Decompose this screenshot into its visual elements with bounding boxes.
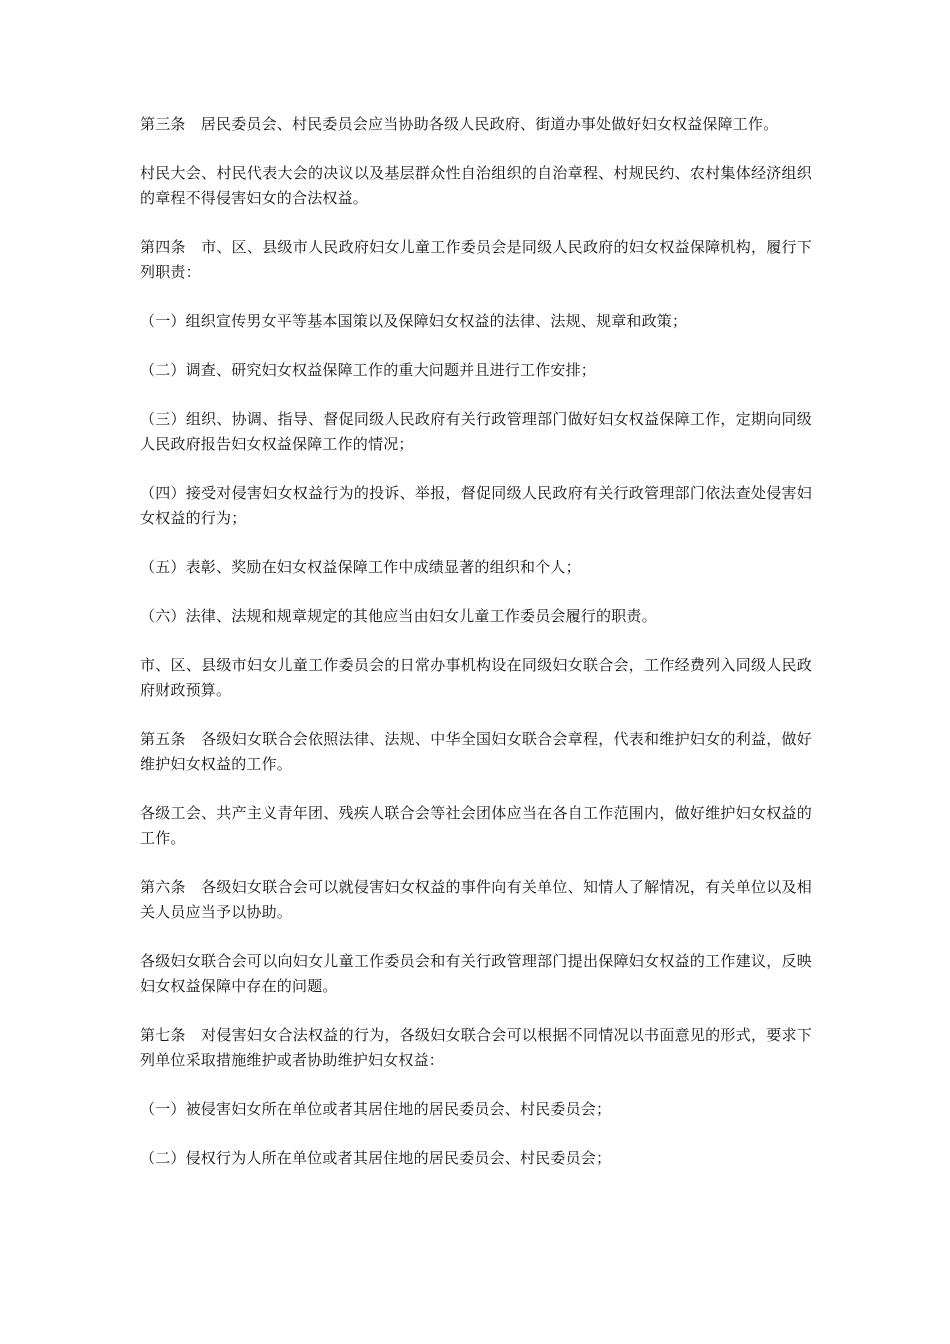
list-item-duty-1: （一）组织宣传男女平等基本国策以及保障妇女权益的法律、法规、规章和政策；	[140, 312, 688, 330]
paragraph-article-7: 第七条 对侵害妇女合法权益的行为，各级妇女联合会可以根据不同情况以书面意见的形式，要求下列单位采取措施维护或者协助维护妇女权益：	[140, 1026, 812, 1069]
paragraph-social-groups: 各级工会、共产主义青年团、残疾人联合会等社会团体应当在各自工作范围内，做好维护妇女权益的工作。	[140, 804, 812, 847]
paragraph-work-suggestions: 各级妇女联合会可以向妇女儿童工作委员会和有关行政管理部门提出保障妇女权益的工作建议，反映妇女权益保障中存在的问题。	[140, 952, 812, 995]
paragraph-committee-office: 市、区、县级市妇女儿童工作委员会的日常办事机构设在同级妇女联合会，工作经费列入同级人民政府财政预算。	[140, 656, 812, 699]
list-item-unit-1: （一）被侵害妇女所在单位或者其居住地的居民委员会、村民委员会；	[140, 1100, 612, 1118]
list-item-duty-6: （六）法律、法规和规章规定的其他应当由妇女儿童工作委员会履行的职责。	[140, 607, 657, 625]
paragraph-article-4: 第四条 市、区、县级市人民政府妇女儿童工作委员会是同级人民政府的妇女权益保障机构，履行下列职责：	[140, 238, 812, 281]
list-item-unit-2: （二）侵权行为人所在单位或者其居住地的居民委员会、村民委员会；	[140, 1149, 612, 1167]
paragraph-article-6: 第六条 各级妇女联合会可以就侵害妇女权益的事件向有关单位、知情人了解情况，有关单位以及相关人员应当予以协助。	[140, 878, 812, 921]
list-item-duty-5: （五）表彰、奖励在妇女权益保障工作中成绩显著的组织和个人；	[140, 558, 581, 576]
paragraph-village-assembly: 村民大会、村民代表大会的决议以及基层群众性自治组织的自治章程、村规民约、农村集体经济组织的章程不得侵害妇女的合法权益。	[140, 164, 812, 207]
list-item-duty-4: （四）接受对侵害妇女权益行为的投诉、举报，督促同级人民政府有关行政管理部门依法查处侵害妇女权益的行为；	[140, 484, 812, 527]
list-item-duty-3: （三）组织、协调、指导、督促同级人民政府有关行政管理部门做好妇女权益保障工作，定期向同级人民政府报告妇女权益保障工作的情况；	[140, 410, 812, 453]
document-page	[140, 112, 812, 1195]
list-item-duty-2: （二）调查、研究妇女权益保障工作的重大问题并且进行工作安排；	[140, 361, 597, 379]
paragraph-article-5: 第五条 各级妇女联合会依照法律、法规、中华全国妇女联合会章程，代表和维护妇女的利益，做好维护妇女权益的工作。	[140, 730, 812, 773]
paragraph-article-3: 第三条 居民委员会、村民委员会应当协助各级人民政府、街道办事处做好妇女权益保障工作。	[140, 115, 779, 133]
